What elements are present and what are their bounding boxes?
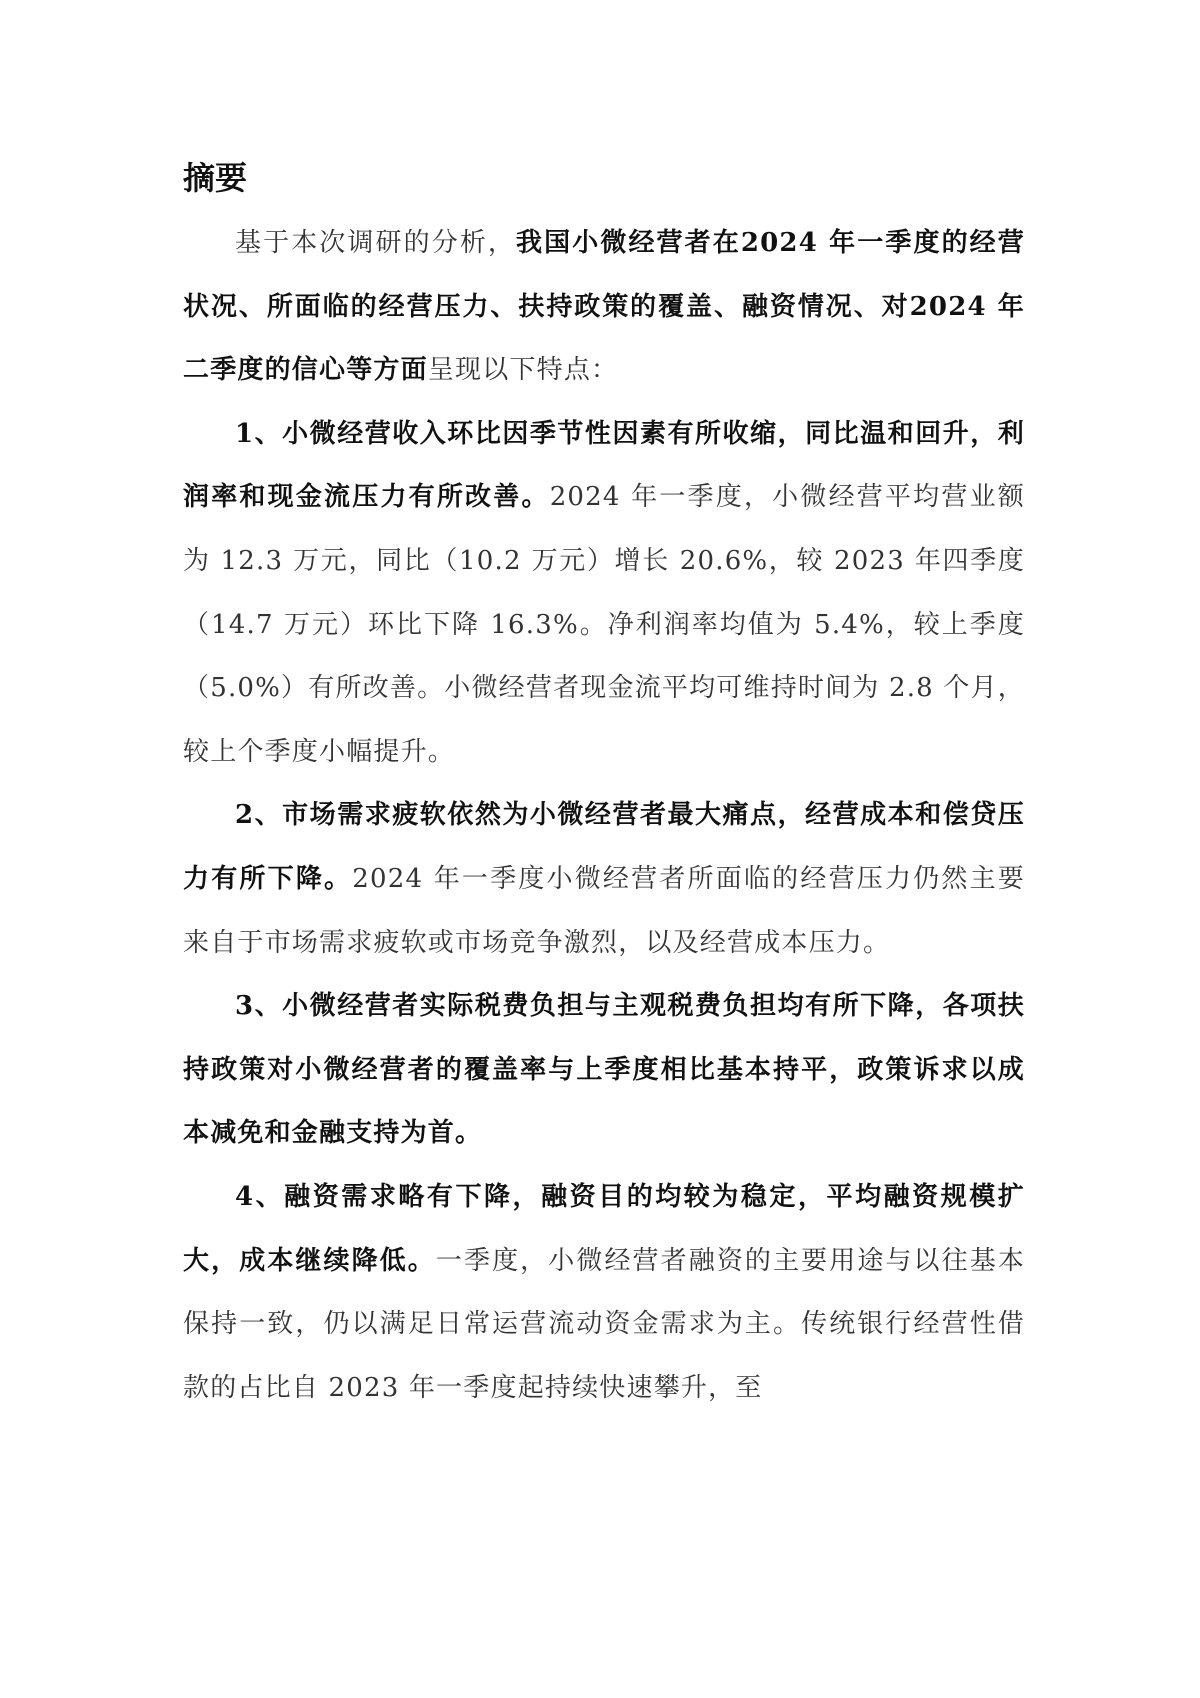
intro-text: 呈现以下特点： bbox=[427, 355, 619, 386]
point-3-heading: 3、小微经营者实际税费负担与主观税费负担均有所下降，各项扶持政策对小微经营者的覆盖率与上季度相比基本持平，政策诉求以成本减免和金融支持为首。 bbox=[183, 991, 1025, 1149]
point-4-paragraph bbox=[183, 1166, 1025, 1420]
intro-lead: 基于本次调研的分析， bbox=[235, 228, 517, 258]
document-body bbox=[183, 150, 1025, 1420]
intro-paragraph bbox=[183, 212, 1025, 403]
point-4-text: 一季度，小微经营者融资的主要用途与以往基本保持一致，仍以满足日常运营流动资金需求为主。传统银行经营性借款的占比自 2023 年一季度起持续快速攀升，至 bbox=[183, 1245, 1025, 1403]
intro-bold: 我国小微经营者在2024 年一季度的经营状况、所面临的经营压力、扶持政策的覆盖、融资情况、对2024 年二季度的信心等方面 bbox=[183, 228, 1025, 386]
point-2-text: 2024 年一季度小微经营者所面临的经营压力仍然主要来自于市场需求疲软或市场竞争激烈，以及经营成本压力。 bbox=[183, 863, 1026, 958]
point-1-heading: 1、小微经营收入环比因季节性因素有所收缩，同比温和回升，利润率和现金流压力有所改善。 bbox=[183, 418, 1025, 513]
page-title: 摘要 bbox=[183, 159, 248, 197]
point-2-paragraph bbox=[183, 784, 1025, 975]
point-1-paragraph bbox=[183, 403, 1025, 785]
point-1-text: 2024 年一季度，小微经营平均营业额为 12.3 万元，同比（10.2 万元）增长 20.6%，较 2023 年四季度（14.7 万元）环比下降 16.3%。净利润率均值为 5.4%，较上季度（5.0%）有所改善。小微经营者现金流平均可维持时间为 2.8 个月，较上个季度小幅提升。 bbox=[183, 482, 1026, 767]
point-4-heading: 4、融资需求略有下降，融资目的均较为稳定，平均融资规模扩大，成本继续降低。 bbox=[183, 1181, 1025, 1276]
point-3-paragraph bbox=[183, 975, 1025, 1166]
point-2-heading: 2、市场需求疲软依然为小微经营者最大痛点，经营成本和偿贷压力有所下降。 bbox=[183, 800, 1025, 894]
